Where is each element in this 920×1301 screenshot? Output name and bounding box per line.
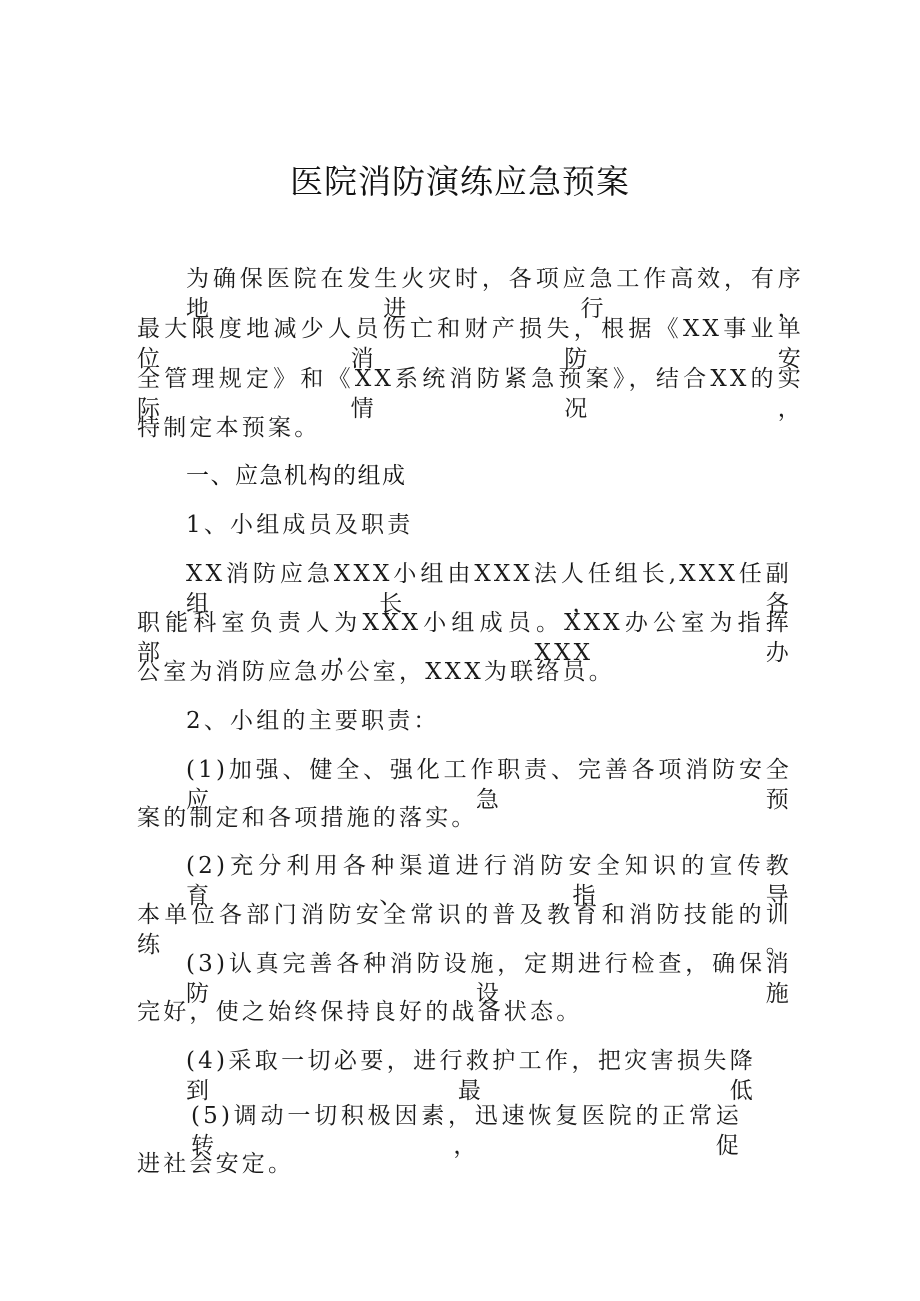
duty-1-line-2: 案的制定和各项措施的落实。 bbox=[137, 805, 478, 831]
item-1-line-1: XX消防应急XXX小组由XXX法人任组长,XXX任副组长，各 bbox=[186, 561, 792, 617]
duty-5-line-2: 进社会安定。 bbox=[137, 1151, 295, 1177]
intro-line-1: 为确保医院在发生火灾时，各项应急工作高效，有序地进行， bbox=[186, 266, 804, 322]
duty-2-line-1: (2)充分利用各种渠道进行消防安全知识的宣传教育、指导 bbox=[186, 853, 792, 909]
duty-1-line-1: (1)加强、健全、强化工作职责、完善各项消防安全应急预 bbox=[186, 757, 792, 813]
item-1-line-2: 职能科室负责人为XXX小组成员。XXX办公室为指挥部，XXX办 bbox=[137, 610, 792, 666]
item-1-line-3: 公室为消防应急办公室，XXX为联络员。 bbox=[137, 659, 615, 685]
intro-line-3: 全管理规定》和《XX系统消防紧急预案》，结合XX的实际情况， bbox=[137, 366, 804, 422]
item-2-title: 2、小组的主要职责： bbox=[186, 708, 440, 734]
duty-5-line-1: (5)调动一切积极因素，迅速恢复医院的正常运转，促 bbox=[191, 1103, 742, 1159]
duty-4-line-1: (4)采取一切必要，进行救护工作，把灾害损失降到最低 bbox=[186, 1048, 756, 1104]
duty-3-line-1: (3)认真完善各种消防设施，定期进行检查，确保消防设施 bbox=[186, 951, 792, 1007]
intro-line-2: 最大限度地减少人员伤亡和财产损失，根据《XX事业单位消防安 bbox=[137, 316, 804, 372]
document-title: 医院消防演练应急预案 bbox=[290, 162, 630, 201]
duty-2-line-2: 本单位各部门消防安全常识的普及教育和消防技能的训练。 bbox=[137, 902, 792, 958]
intro-line-4: 特制定本预案。 bbox=[137, 415, 321, 441]
item-1-title: 1、小组成员及职责 bbox=[186, 512, 414, 538]
duty-3-line-2: 完好，使之始终保持良好的战备状态。 bbox=[137, 999, 583, 1025]
section-heading-1: 一、应急机构的组成 bbox=[186, 463, 407, 489]
